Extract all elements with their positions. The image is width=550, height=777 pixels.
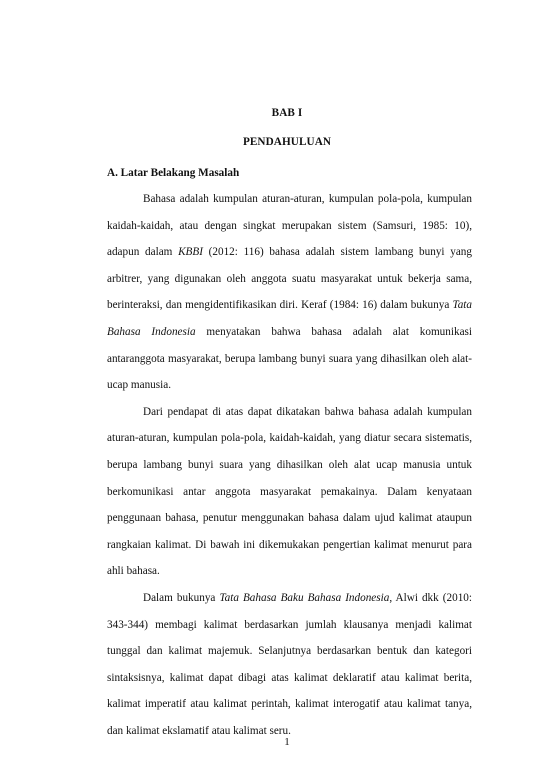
paragraph (107, 585, 472, 745)
body-text (107, 186, 472, 744)
chapter-title: PENDAHULUAN (242, 136, 332, 148)
text-run: Dalam bukunya (143, 591, 220, 604)
text-run: , Alwi dkk (2010: 343-344) membagi kalimat berdasarkan jumlah klausanya menjadi kalimat tunggal dan kalimat majemuk. Selanjutnya berdasarkan bentuk dan kategori sintaksisnya, kalimat dapat dibagi atas kalimat deklaratif atau kalimat berita, kalimat imperatif atau kalimat perintah, kalimat interogatif atau kalimat tanya, dan kalimat ekslamatif atau kalimat seru. (107, 591, 472, 737)
text-run: Bahasa adalah kumpulan aturan-aturan, kumpulan pola-pola, kumpulan kaidah-kaidah, atau dengan singkat merupakan sistem (Samsuri, 1985: 10), adapun dalam (107, 193, 472, 259)
italic-run: Tata Bahasa Baku Bahasa Indonesia (219, 591, 390, 604)
italic-run: KBBI (178, 246, 203, 259)
paragraph (107, 186, 472, 399)
chapter-number: BAB I (271, 107, 303, 119)
text-run: Dari pendapat di atas dapat dikatakan bahwa bahasa adalah kumpulan aturan-aturan, kumpulan pola-pola, kaidah-kaidah, yang diatur secara sistematis, berupa lambang bunyi suara yang dihasilkan oleh alat ucap manusia untuk berkomunikasi antar anggota masyarakat pemakainya. Dalam kenyataan penggunaan bahasa, penutur menggunakan bahasa dalam ujud kalimat ataupun rangkaian kalimat. Di bawah ini dikemukakan pengertian kalimat menurut para ahli bahasa. (107, 405, 472, 578)
paragraph (107, 399, 472, 585)
text-run: menyatakan bahwa bahasa adalah alat komunikasi antaranggota masyarakat, berupa lambang bunyi suara yang dihasilkan oleh alat-ucap manusia. (107, 325, 473, 392)
text-run: (2012: 116) bahasa adalah sistem lambang bunyi yang arbitrer, yang digunakan oleh anggota suatu masyarakat untuk bekerja sama, berinteraksi, dan mengidentifikasikan diri. Keraf (1984: 16) dalam bukunya (107, 246, 472, 312)
page-number: 1 (284, 736, 290, 748)
section-heading: A. Latar Belakang Masalah (107, 167, 240, 179)
italic-run: Tata Bahasa Indonesia (107, 299, 472, 338)
